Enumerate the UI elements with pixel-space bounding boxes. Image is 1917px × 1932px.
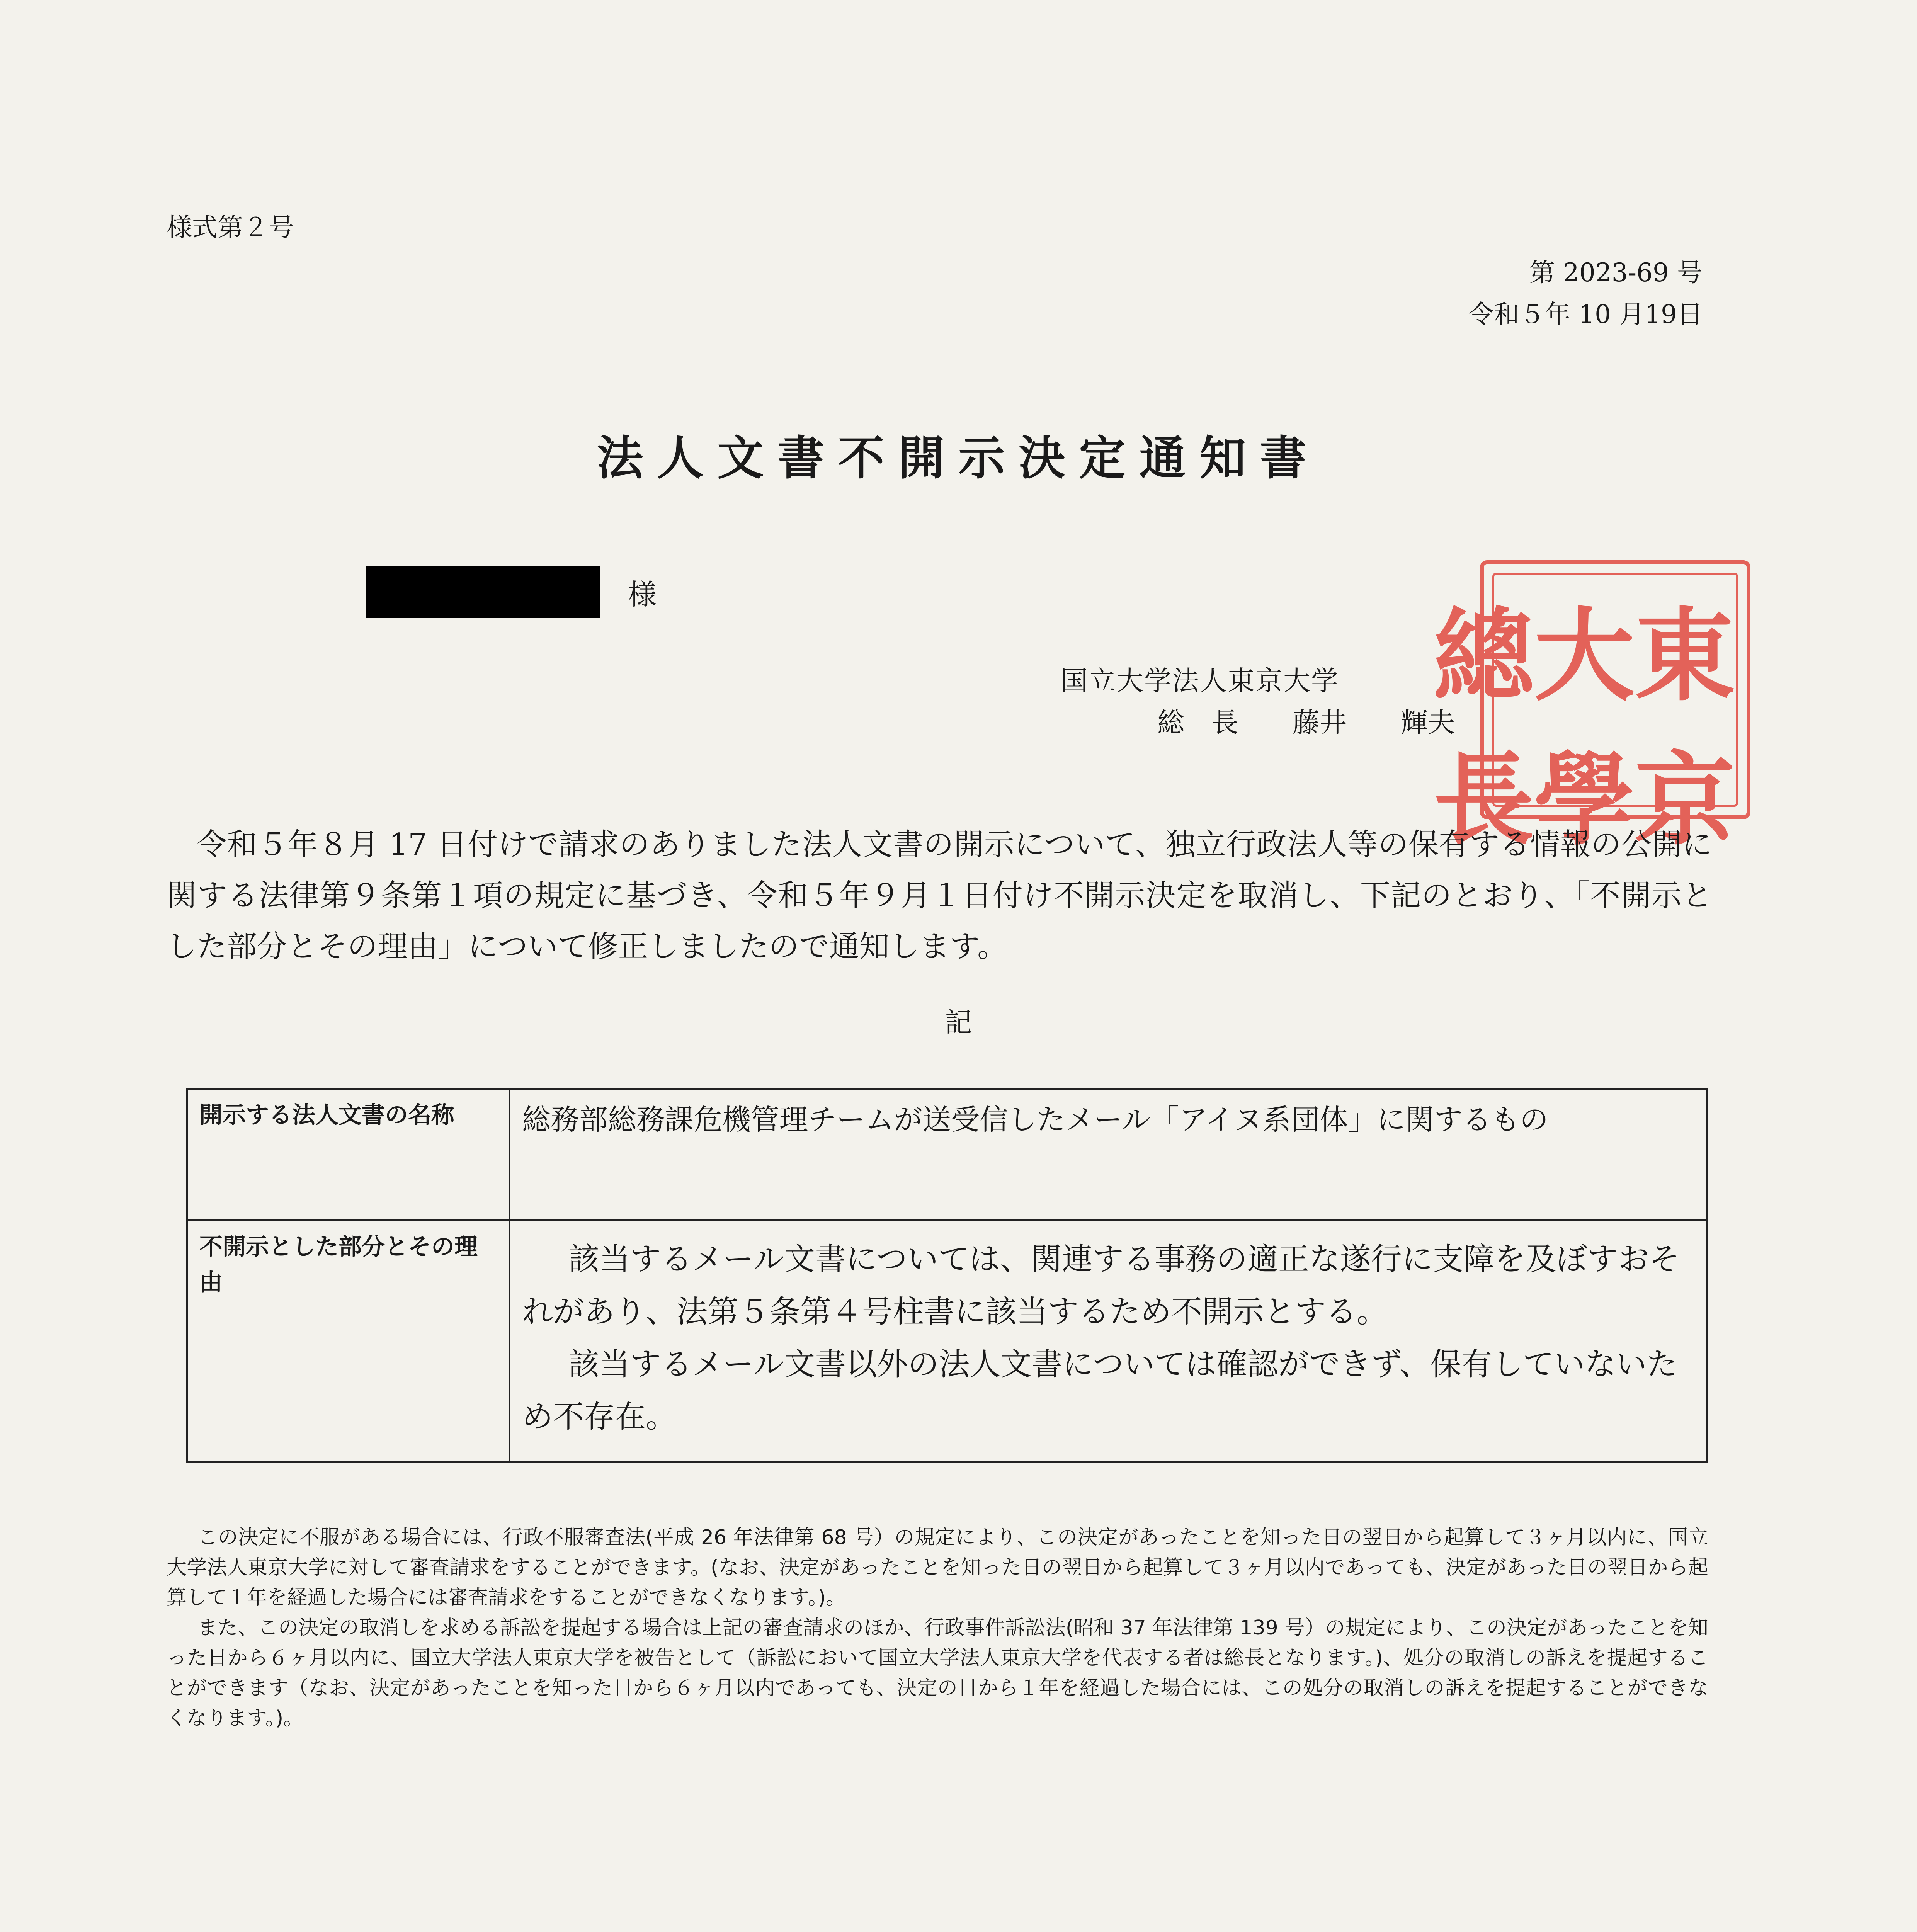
issuer-organization: 国立大学法人東京大学 bbox=[1061, 665, 1339, 697]
redacted-name bbox=[366, 566, 600, 618]
seal-char: 京 bbox=[1635, 741, 1735, 859]
reason-paragraph-2: 該当するメール文書以外の法人文書については確認ができず、保有していないため不存在。 bbox=[522, 1346, 1678, 1435]
issuer-president: 総 長 藤井 輝夫 bbox=[1157, 707, 1455, 738]
reason-label: 不開示とした部分とその理由 bbox=[187, 1221, 510, 1462]
official-seal-stamp bbox=[1434, 560, 1750, 859]
seal-characters bbox=[1434, 576, 1735, 859]
disclosure-table bbox=[186, 1088, 1708, 1463]
appeal-note-1: この決定に不服がある場合には、行政不服審査法(平成 26 年法律第 68 号）の規定により、この決定があったことを知った日の翌日から起算して３ヶ月以内に、国立大学法人東京大学に対して審査請求をすることができます。(なお、決定があったことを知った日の翌日から起算して３ヶ月以内であっても、決定があった日の翌日から起算して１年を経過した場合には審査請求をすることができなくなります。)。 bbox=[167, 1526, 1708, 1609]
document-date: 令和５年 10 月19日 bbox=[1468, 299, 1703, 329]
seal-char: 長 bbox=[1434, 741, 1534, 859]
reason-value bbox=[510, 1221, 1707, 1462]
issuer-block bbox=[1061, 660, 1455, 743]
document-title: 法人文書不開示決定通知書 bbox=[597, 432, 1320, 485]
seal-char: 學 bbox=[1534, 741, 1635, 859]
table-row bbox=[187, 1221, 1707, 1462]
appeal-note-2: また、この決定の取消しを求める訴訟を提起する場合は上記の審査請求のほか、行政事件訴訟法(昭和 37 年法律第 139 号）の規定により、この決定があったことを知った日から６ヶ月以内に、国立大学法人東京大学を被告として（訴訟において国立大学法人東京大学を代表する者は総長となります。)、処分の取消しの訴えを提起することができます（なお、決定があったことを知った日から６ヶ月以内であっても、決定の日から１年を経過した場合には、この処分の取消しの訴えを提起することができなくなります。)。 bbox=[167, 1616, 1708, 1730]
seal-char: 大 bbox=[1534, 597, 1635, 715]
document-name-label: 開示する法人文書の名称 bbox=[187, 1089, 510, 1221]
reason-paragraph-1: 該当するメール文書については、関連する事務の適正な遂行に支障を及ぼすおそれがあり、法第５条第４号柱書に該当するため不開示とする。 bbox=[522, 1241, 1680, 1330]
table-row bbox=[187, 1089, 1707, 1221]
document-name-value: 総務部総務課危機管理チームが送受信したメール「アイヌ系団体」に関するもの bbox=[510, 1089, 1707, 1221]
ki-heading: 記 bbox=[945, 1007, 972, 1038]
seal-char: 東 bbox=[1635, 597, 1735, 715]
addressee-honorific: 様 bbox=[628, 578, 657, 611]
appeal-notes bbox=[167, 1522, 1708, 1733]
notice-body: 令和５年８月 17 日付けで請求のありました法人文書の開示について、独立行政法人等の保有する情報の公開に関する法律第９条第１項の規定に基づき、令和５年９月１日付け不開示決定を取消し、下記のとおり、「不開示とした部分とその理由」について修正しましたので通知します。 bbox=[167, 827, 1712, 964]
form-number: 様式第２号 bbox=[167, 213, 294, 242]
seal-char: 總 bbox=[1434, 597, 1534, 715]
document-header bbox=[1468, 252, 1703, 335]
document-number: 第 2023-69 号 bbox=[1529, 258, 1703, 287]
addressee bbox=[366, 566, 657, 618]
